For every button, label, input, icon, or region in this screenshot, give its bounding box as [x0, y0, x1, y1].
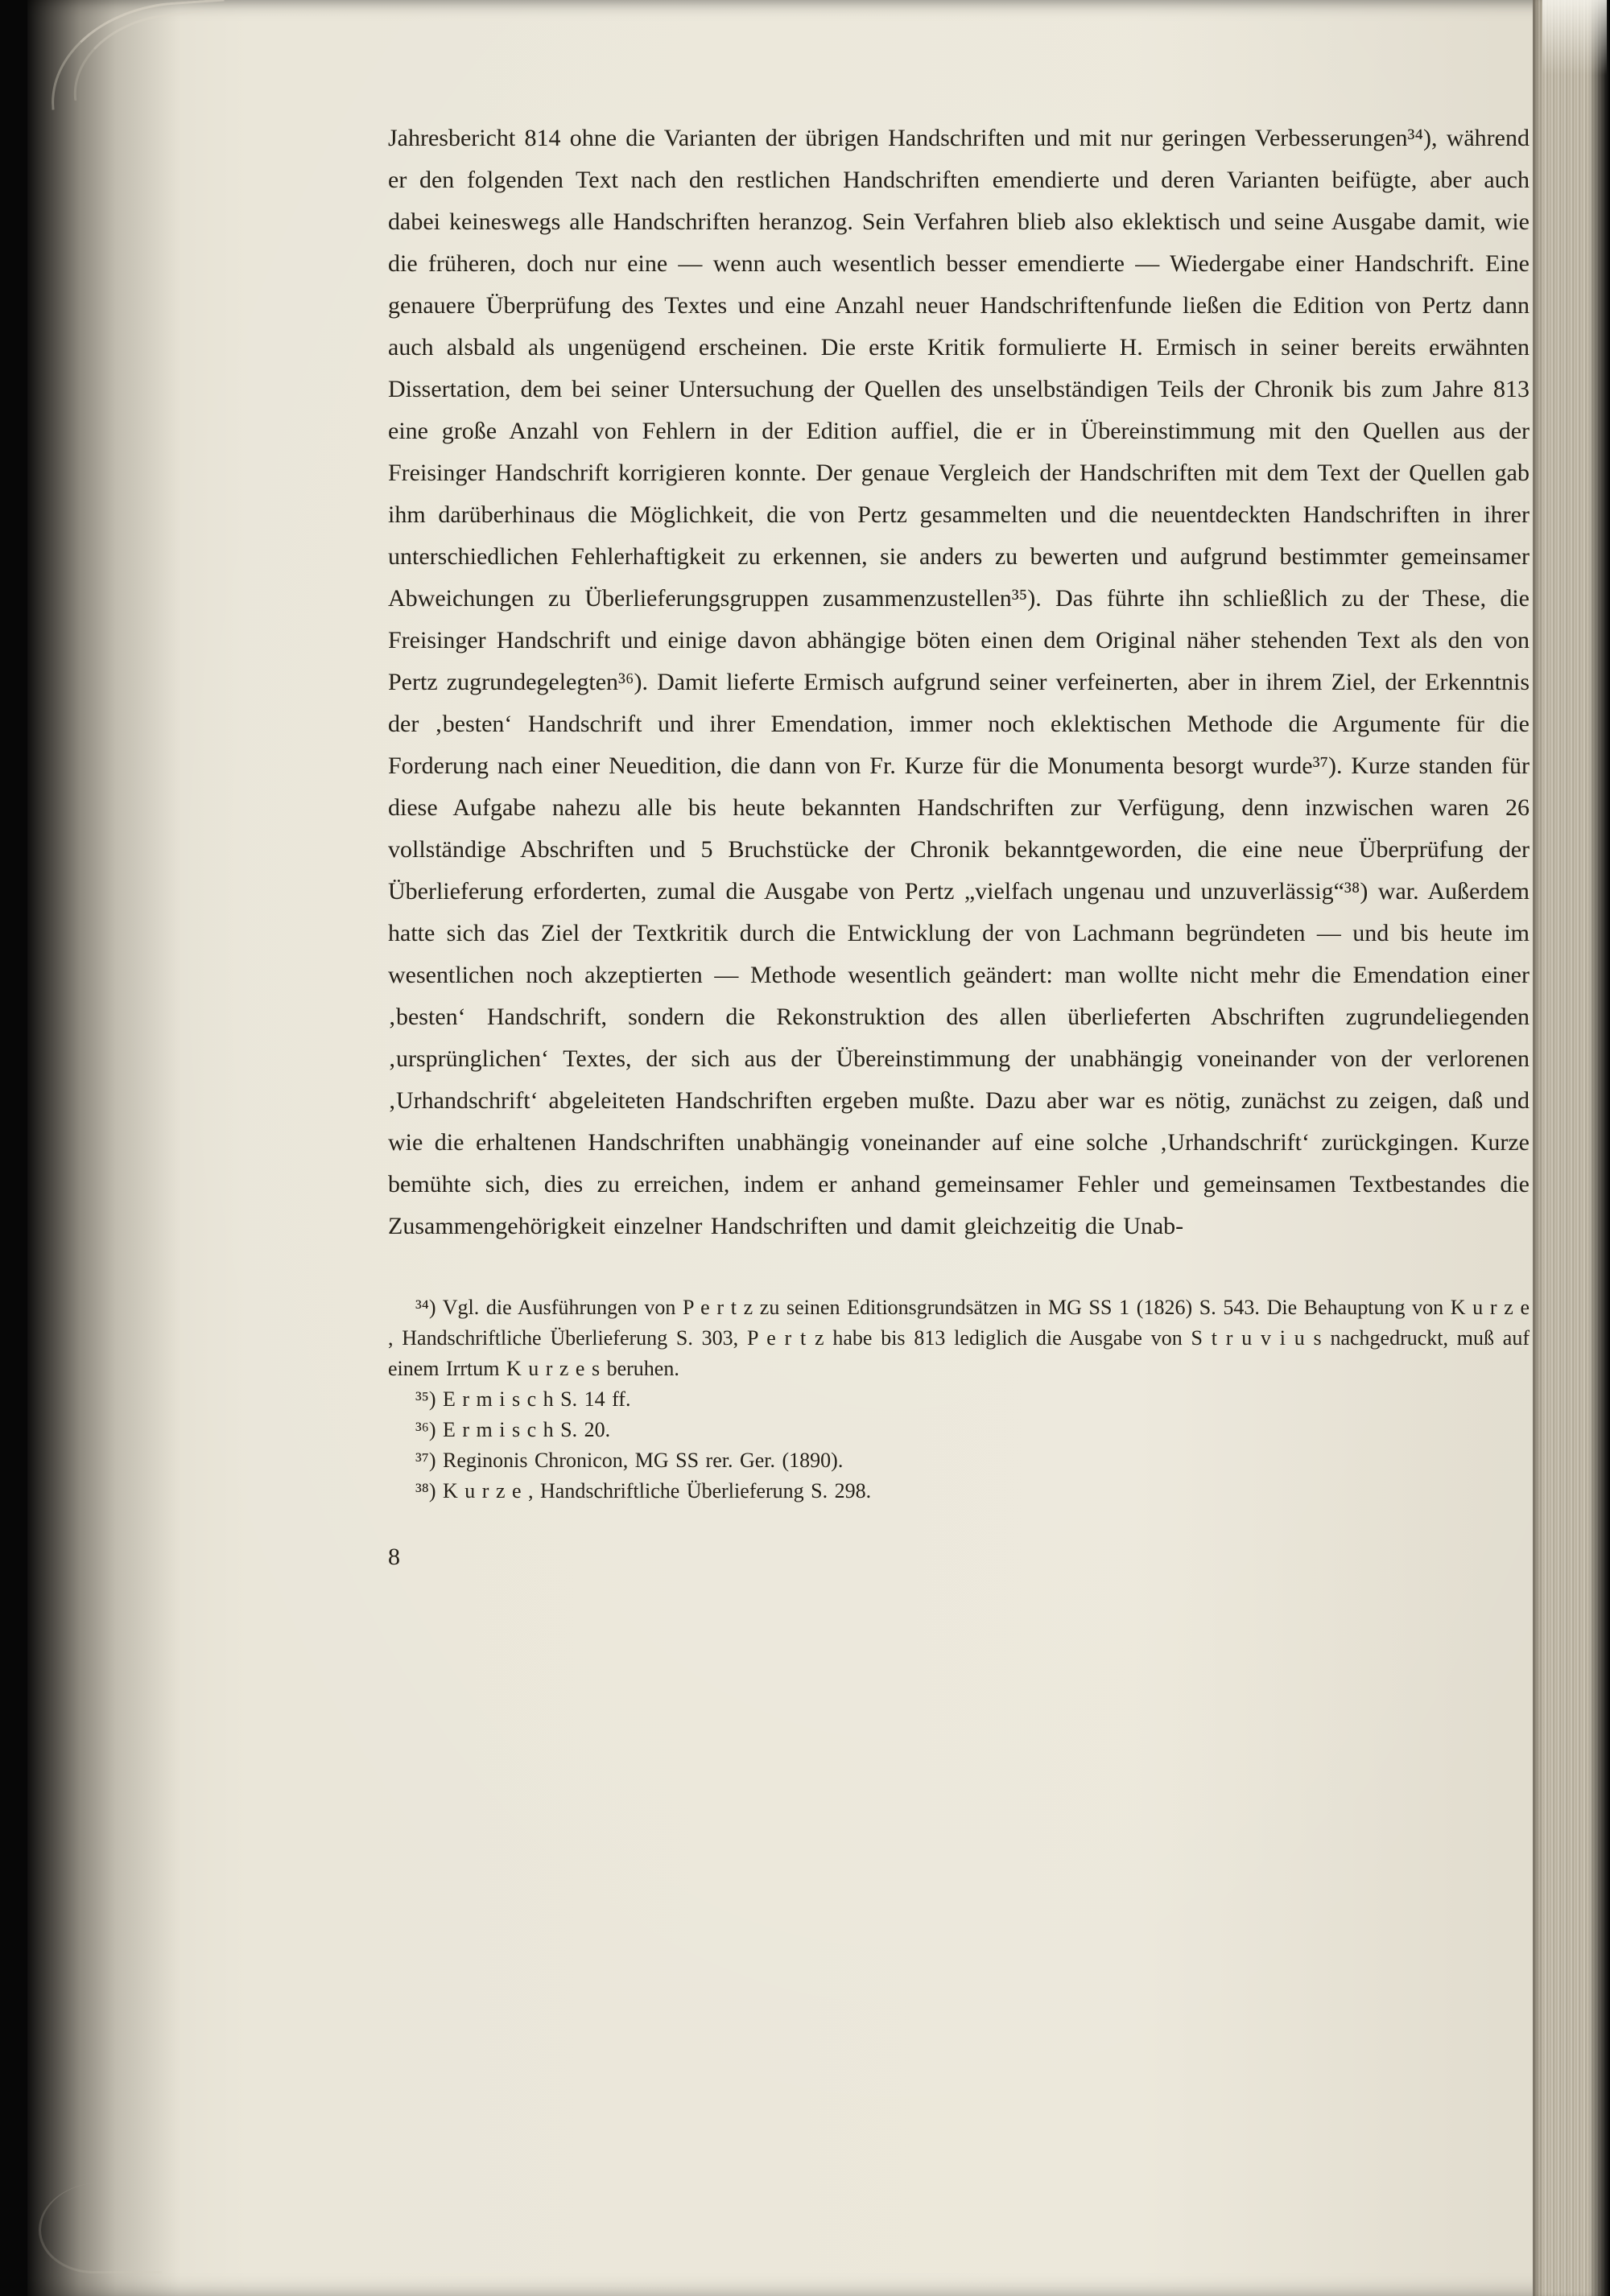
- page-curl-edge: [39, 2183, 162, 2273]
- footnote-34: ³⁴) Vgl. die Ausführungen von P e r t z zu seinen Editionsgrundsätzen in MG SS 1 (1826) S. 543. Die Behauptung von K u r z e , Handschriftliche Überlieferung S. 303, P e r t z habe bis 813 lediglich die Ausgabe von S t r u v i u s nachgedruckt, muß auf einem Irrtum K u r z e s beruhen.: [388, 1296, 1530, 1380]
- gutter-shadow: [27, 0, 180, 2296]
- page-number: 8: [388, 1544, 400, 1570]
- fore-edge-highlight: [1542, 0, 1607, 89]
- main-paragraph: Jahresbericht 814 ohne die Varianten der übrigen Handschriften und mit nur geringen Verbesserungen³⁴), während er den folgenden Text nach den restlichen Handschriften emendierte und deren Varianten beifügte, aber auch dabei keineswegs alle Handschriften heranzog. Sein Verfahren blieb also eklektisch und seine Ausgabe damit, wie die früheren, doch nur eine — wenn auch wesentlich besser emendierte — Wiedergabe einer Handschrift. Eine genauere Überprüfung des Textes und eine Anzahl neuer Handschriftenfunde ließen die Edition von Pertz dann auch alsbald als ungenügend erscheinen. Die erste Kritik formulierte H. Ermisch in seiner bereits erwähnten Dissertation, dem bei seiner Untersuchung der Quellen des unselbständigen Teils der Chronik bis zum Jahre 813 eine große Anzahl von Fehlern in der Edition auffiel, die er in Übereinstimmung mit den Quellen aus der Freisinger Handschrift korrigieren konnte. Der genaue Vergleich der Handschriften mit dem Text der Quellen gab ihm darüberhinaus die Möglichkeit, die von Pertz gesammelten und die neuentdeckten Handschriften in ihrer unterschiedlichen Fehlerhaftigkeit zu erkennen, sie anders zu bewerten und aufgrund bestimmter gemeinsamer Abweichungen zu Überlieferungsgruppen zusammenzustellen³⁵). Das führte ihn schließlich zu der These, die Freisinger Handschrift und einige davon abhängige böten einen dem Original näher stehenden Text als den von Pertz zugrundegelegten³⁶). Damit lieferte Ermisch aufgrund seiner verfeinerten, aber in ihrem Ziel, der Erkenntnis der ‚besten‘ Handschrift und ihrer Emendation, immer noch eklektischen Methode die Argumente für die Forderung nach einer Neuedition, die dann von Fr. Kurze für die Monumenta besorgt wurde³⁷). Kurze standen für diese Aufgabe nahezu alle bis heute bekannten Handschriften zur Verfügung, denn inzwischen waren 26 vollständige Abschriften und 5 Bruchstücke der Chronik bekanntgeworden, die eine neue Überprüfung der Überlieferung erforderten, zumal die Ausgabe von Pertz „vielfach ungenau und unzuverlässig“³⁸) war. Außerdem hatte sich das Ziel der Textkritik durch die Entwicklung der von Lachmann begründeten — und bis heute im wesentlichen noch akzeptierten — Methode wesentlich geändert: man wollte nicht mehr die Emendation einer ‚besten‘ Handschrift, sondern die Rekonstruktion des allen überlieferten Abschriften zugrundeliegenden ‚ursprünglichen‘ Textes, der sich aus der Übereinstimmung der unabhängig voneinander von der verlorenen ‚Urhandschrift‘ abgeleiteten Handschriften ergeben mußte. Dazu aber war es nötig, zunächst zu zeigen, daß und wie die erhaltenen Handschriften unabhängig voneinander auf eine solche ‚Urhandschrift‘ zurückgingen. Kurze bemühte sich, dies zu erreichen, indem er anhand gemeinsamer Fehler und gemeinsamen Textbestandes die Zusammengehörigkeit einzelner Handschriften und damit gleichzeitig die Unab-: [388, 125, 1530, 1239]
- book-fore-edge: [1533, 0, 1610, 2296]
- page-curl-edge: [45, 0, 231, 110]
- page-curl-edge: [65, 10, 213, 101]
- footnote-36: ³⁶) E r m i s c h S. 20.: [415, 1418, 611, 1441]
- footnote-37: ³⁷) Reginonis Chronicon, MG SS rer. Ger. (1890).: [415, 1449, 844, 1472]
- book-page: [27, 0, 1610, 2296]
- text-block: [388, 117, 1530, 1571]
- footnote-35: ³⁵) E r m i s c h S. 14 ff.: [415, 1387, 631, 1411]
- footnotes-section: [388, 1292, 1530, 1507]
- footnote-38: ³⁸) K u r z e , Handschriftliche Überlieferung S. 298.: [415, 1479, 872, 1502]
